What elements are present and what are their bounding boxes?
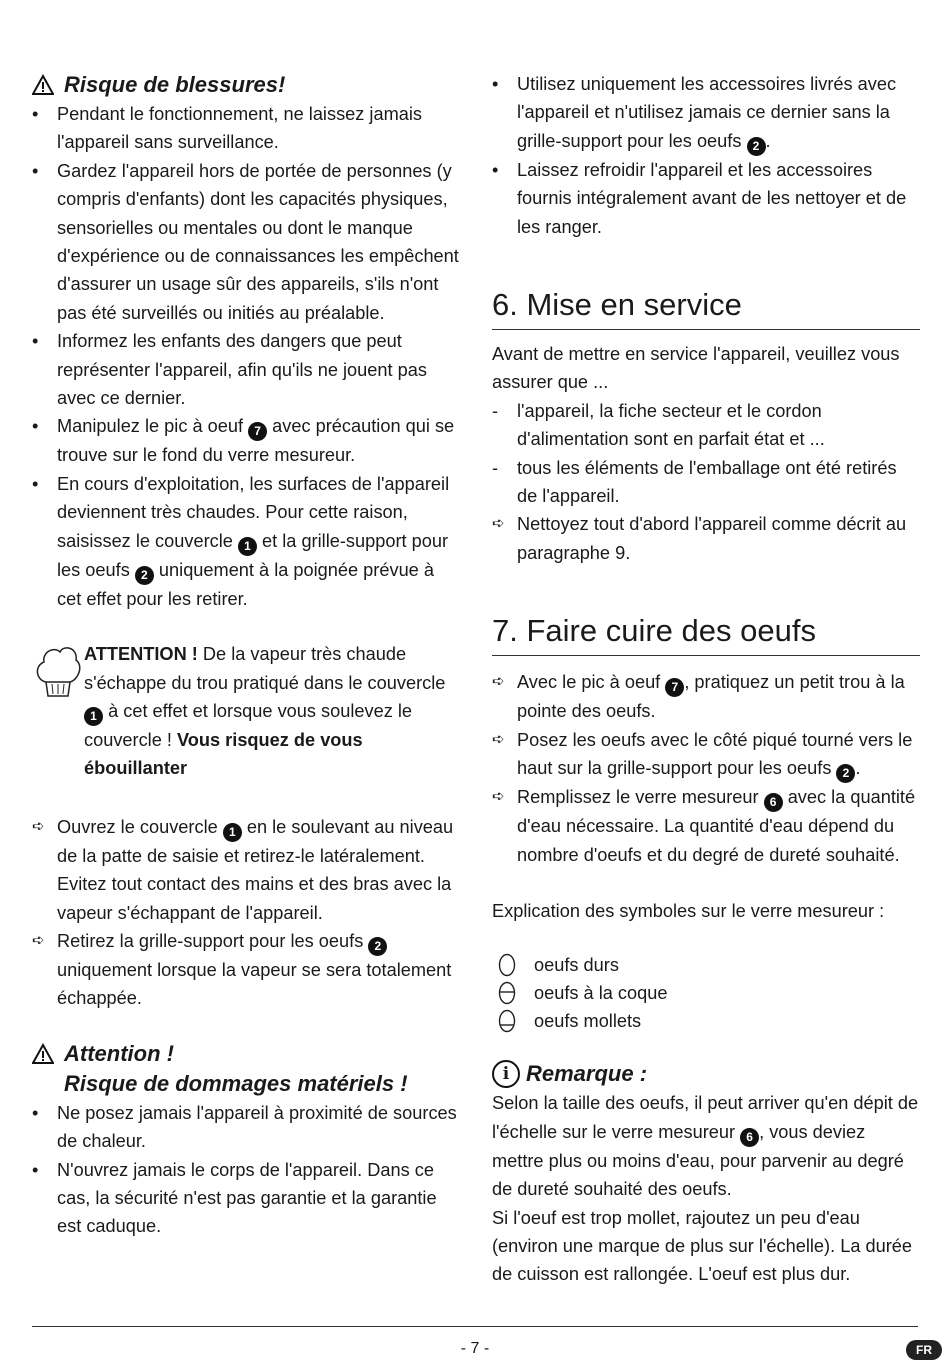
list-item: • Utilisez uniquement les accessoires livrés avec l'appareil et n'utilisez jamais ce dernier sans la grille-support pour les oeufs 2 .	[492, 70, 920, 156]
list-item: • Pendant le fonctionnement, ne laissez jamais l'appareil sans surveillance.	[32, 104, 422, 153]
part-number-badge: 7	[665, 678, 684, 697]
instruction-step: ➪ Nettoyez tout d'abord l'appareil comme décrit au paragraphe 9.	[492, 510, 920, 567]
note-paragraph: Si l'oeuf est trop mollet, rajoutez un peu d'eau (environ une marque de plus sur l'échelle). La durée de cuisson est rallongée. L'oeuf est plus dur.	[492, 1207, 913, 1285]
instruction-step: ➪ Remplissez le verre mesureur 6 avec la quantité d'eau nécessaire. La quantité d'eau dépend du nombre d'oeufs et du degré de dureté souhaité.	[492, 783, 920, 869]
part-number-badge: 2	[368, 937, 387, 956]
note-paragraph: Selon la taille des oeufs, il peut arriver qu'en dépit de l'échelle sur le verre mesureur 6 , vous deviez mettre plus ou moins d'eau, pour parvenir au degré de dureté souhaité des oeufs.	[492, 1093, 919, 1200]
page-number: - 7 -	[460, 1340, 490, 1357]
instruction-step: ➪ Posez les oeufs avec le côté piqué tourné vers le haut sur la grille-support pour les oeufs 2 .	[492, 726, 920, 783]
part-number-badge: 2	[135, 566, 154, 585]
list-item: • Laissez refroidir l'appareil et les accessoires fournis intégralement avant de les nettoyer et de les ranger.	[492, 159, 907, 237]
language-badge: FR	[906, 1340, 942, 1360]
list-item: • Informez les enfants des dangers que peut représenter l'appareil, afin qu'ils ne jouent pas avec ce dernier.	[32, 331, 427, 409]
list-item: - tous les éléments de l'emballage ont été retirés de l'appareil.	[492, 457, 897, 507]
arrow-icon: ➪	[492, 730, 505, 748]
egg-soft-icon	[498, 1009, 516, 1033]
list-item: - l'appareil, la fiche secteur et le cordon d'alimentation sont en parfait état et ...	[492, 400, 825, 450]
steam-caution-block: ATTENTION ! De la vapeur très chaude s'échappe du trou pratiqué dans le couvercle 1 à cet effet et lorsque vous soulevez le couvercle ! Vous risquez de vous ébouillanter	[32, 640, 460, 783]
part-number-badge: 6	[764, 793, 783, 812]
symbol-row: oeufs mollets	[492, 1007, 920, 1035]
list-item: • Manipulez le pic à oeuf 7 avec précaution qui se trouve sur le fond du verre mesureur.	[32, 416, 455, 466]
symbols-intro: Explication des symboles sur le verre mesureur :	[492, 900, 885, 921]
section-6-intro: Avant de mettre en service l'appareil, veuillez vous assurer que ...	[492, 344, 900, 393]
part-number-badge: 1	[223, 823, 242, 842]
chef-hat-icon	[32, 640, 82, 700]
instruction-step: ➪ Retirez la grille-support pour les oeufs 2 uniquement lorsque la vapeur se sera totalement échappée.	[32, 927, 460, 1013]
part-number-badge: 1	[238, 537, 257, 556]
egg-medium-icon	[498, 981, 516, 1005]
arrow-icon: ➪	[492, 515, 505, 533]
note-heading: i Remarque :	[492, 1059, 920, 1089]
right-column	[492, 70, 920, 1289]
symbol-row: oeufs durs	[492, 951, 920, 979]
footer-divider	[32, 1326, 918, 1327]
part-number-badge: 7	[248, 422, 267, 441]
instruction-step: ➪ Ouvrez le couvercle 1 en le soulevant au niveau de la patte de saisie et retirez-le latéralement. Evitez tout contact des mains et des bras avec la vapeur s'échappant de l'appareil.	[32, 813, 460, 927]
damage-warning-heading: Attention ! Risque de dommages matériels !	[32, 1039, 460, 1099]
left-column	[32, 70, 460, 1241]
info-icon: i	[492, 1060, 520, 1088]
symbol-row: oeufs à la coque	[492, 979, 920, 1007]
list-item: • Gardez l'appareil hors de portée de personnes (y compris d'enfants) dont les capacités physiques, sensorielles ou mentales ou dont le manque d'expérience ou de connaissances les empêchent d'assurer un usage sûr des appareils, s'ils n'ont pas été surveillés ou initiés au préalable.	[32, 160, 459, 323]
arrow-icon: ➪	[492, 673, 505, 691]
arrow-icon: ➪	[492, 788, 505, 806]
list-item: • Ne posez jamais l'appareil à proximité de sources de chaleur.	[32, 1102, 457, 1152]
warning-triangle-icon	[32, 1043, 54, 1065]
part-number-badge: 1	[84, 707, 103, 726]
injury-warning-heading: Risque de blessures!	[32, 70, 460, 100]
part-number-badge: 2	[836, 764, 855, 783]
part-number-badge: 6	[740, 1128, 759, 1147]
list-item: • En cours d'exploitation, les surfaces de l'appareil deviennent très chaudes. Pour cette raison, saisissez le couvercle 1 et la grille-support pour les oeufs 2 uniquement à la poignée prévue à cet effet pour les retirer.	[32, 473, 450, 609]
section-6-title: 6. Mise en service	[492, 285, 920, 330]
arrow-icon: ➪	[32, 817, 45, 835]
part-number-badge: 2	[747, 137, 766, 156]
section-7-title: 7. Faire cuire des oeufs	[492, 611, 920, 656]
instruction-step: ➪ Avec le pic à oeuf 7 , pratiquez un petit trou à la pointe des oeufs.	[492, 668, 920, 725]
arrow-icon: ➪	[32, 931, 45, 949]
warning-triangle-icon	[32, 74, 54, 96]
egg-hard-icon	[498, 953, 516, 977]
list-item: • N'ouvrez jamais le corps de l'appareil. Dans ce cas, la sécurité n'est pas garantie et la garantie est caduque.	[32, 1159, 437, 1237]
